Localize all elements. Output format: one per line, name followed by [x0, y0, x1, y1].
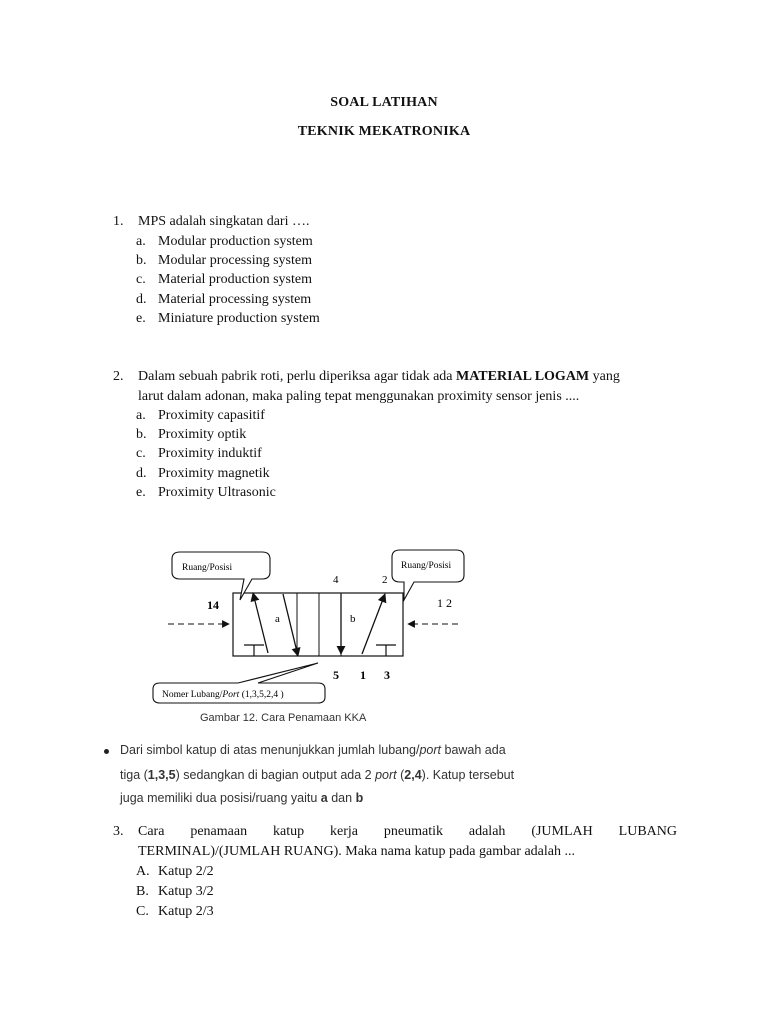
option-text: Material processing system: [158, 292, 312, 307]
chamber-b-label: b: [350, 613, 356, 625]
option-label: a.: [136, 234, 146, 249]
note-text: ). Katup tersebut: [421, 768, 515, 782]
flow-arrow: [253, 593, 268, 653]
note-text: Dari simbol katup di atas menunjukkan jumlah lubang/: [120, 743, 420, 757]
question-text-bold: MATERIAL LOGAM: [456, 369, 590, 384]
valve-body: [233, 593, 403, 656]
option-text: Modular processing system: [158, 253, 312, 268]
port-2-label: 2: [382, 574, 388, 586]
note-text-italic: port: [419, 743, 442, 757]
port-5-label: 5: [333, 668, 339, 682]
option-text: Proximity optik: [158, 427, 247, 442]
option-label: B.: [136, 884, 149, 899]
option-label: A.: [136, 864, 150, 879]
port-1-label: 1: [360, 668, 366, 682]
port-4-label: 4: [333, 574, 339, 586]
callout-text-part: (1,3,5,2,4 ): [239, 690, 284, 700]
note-text-bold: 2,4: [404, 768, 422, 782]
option-label: a.: [136, 408, 146, 423]
question-text: [138, 367, 620, 386]
note-text-bold: a: [320, 791, 328, 805]
option-text: Proximity capasitif: [158, 408, 265, 423]
option-label: C.: [136, 904, 149, 919]
note-text: bawah ada: [441, 743, 506, 757]
port-12-label: 1 2: [437, 596, 452, 610]
document-title: SOAL LATIHAN: [330, 95, 438, 110]
question-2-line-2: larut dalam adonan, maka paling tepat menggunakan proximity sensor jenis ....: [138, 389, 580, 404]
option-text: Proximity Ultrasonic: [158, 485, 276, 500]
note-text: (: [396, 768, 405, 782]
option-label: b.: [136, 253, 147, 268]
figure-caption: Gambar 12. Cara Penamaan KKA: [200, 712, 367, 724]
note-text-italic: port: [375, 768, 397, 782]
callout-text-part: Nomer Lubang/: [162, 690, 223, 700]
option-text: Miniature production system: [158, 311, 320, 326]
note-text-bold: b: [355, 791, 364, 805]
callout-right-text: Ruang/Posisi: [401, 561, 452, 571]
note-text: juga memiliki dua posisi/ruang yaitu: [120, 791, 321, 805]
note-line-3: [120, 791, 363, 805]
option-text: Katup 3/2: [158, 884, 214, 899]
callout-text-italic: Port: [222, 690, 240, 700]
option-text: Proximity induktif: [158, 446, 262, 461]
question-number: 3.: [113, 824, 124, 839]
valve-diagram: [0, 540, 768, 730]
note-text: ) sedangkan di bagian output ada 2: [175, 768, 376, 782]
question-number: 1.: [113, 214, 124, 229]
port-14-label: 14: [207, 598, 219, 612]
callout-bottom-text: [162, 689, 284, 700]
option-text: Katup 2/3: [158, 904, 214, 919]
option-text: Material production system: [158, 272, 312, 287]
question-3-line-2: TERMINAL)/(JUMLAH RUANG). Maka nama katup pada gambar adalah ...: [138, 844, 575, 859]
option-label: d.: [136, 292, 147, 307]
note-line-1: [120, 743, 506, 757]
callout-left-text: Ruang/Posisi: [182, 563, 233, 573]
port-3-label: 3: [384, 668, 390, 682]
document-subtitle: TEKNIK MEKATRONIKA: [297, 124, 471, 139]
question-text: MPS adalah singkatan dari ….: [138, 214, 310, 229]
question-text: Cara penamaan katup kerja pneumatik adalah (JUMLAH LUBANG: [138, 824, 677, 839]
question-text-part: yang: [592, 369, 620, 384]
note-text-bold: 1,3,5: [147, 768, 176, 782]
note-text: tiga (: [120, 768, 148, 782]
option-label: e.: [136, 311, 146, 326]
option-label: e.: [136, 485, 146, 500]
note-text: dan: [327, 791, 356, 805]
flow-arrow: [283, 594, 298, 656]
option-text: Modular production system: [158, 234, 313, 249]
option-text: Katup 2/2: [158, 864, 214, 879]
note-line-2: [120, 768, 514, 782]
option-label: c.: [136, 446, 146, 461]
question-text-part: Dalam sebuah pabrik roti, perlu diperiksa agar tidak ada: [138, 369, 453, 384]
option-text: Proximity magnetik: [158, 466, 270, 481]
chamber-a-label: a: [275, 613, 280, 625]
option-label: b.: [136, 427, 147, 442]
option-label: d.: [136, 466, 147, 481]
bullet-icon: [104, 749, 109, 754]
option-label: c.: [136, 272, 146, 287]
question-number: 2.: [113, 369, 124, 384]
